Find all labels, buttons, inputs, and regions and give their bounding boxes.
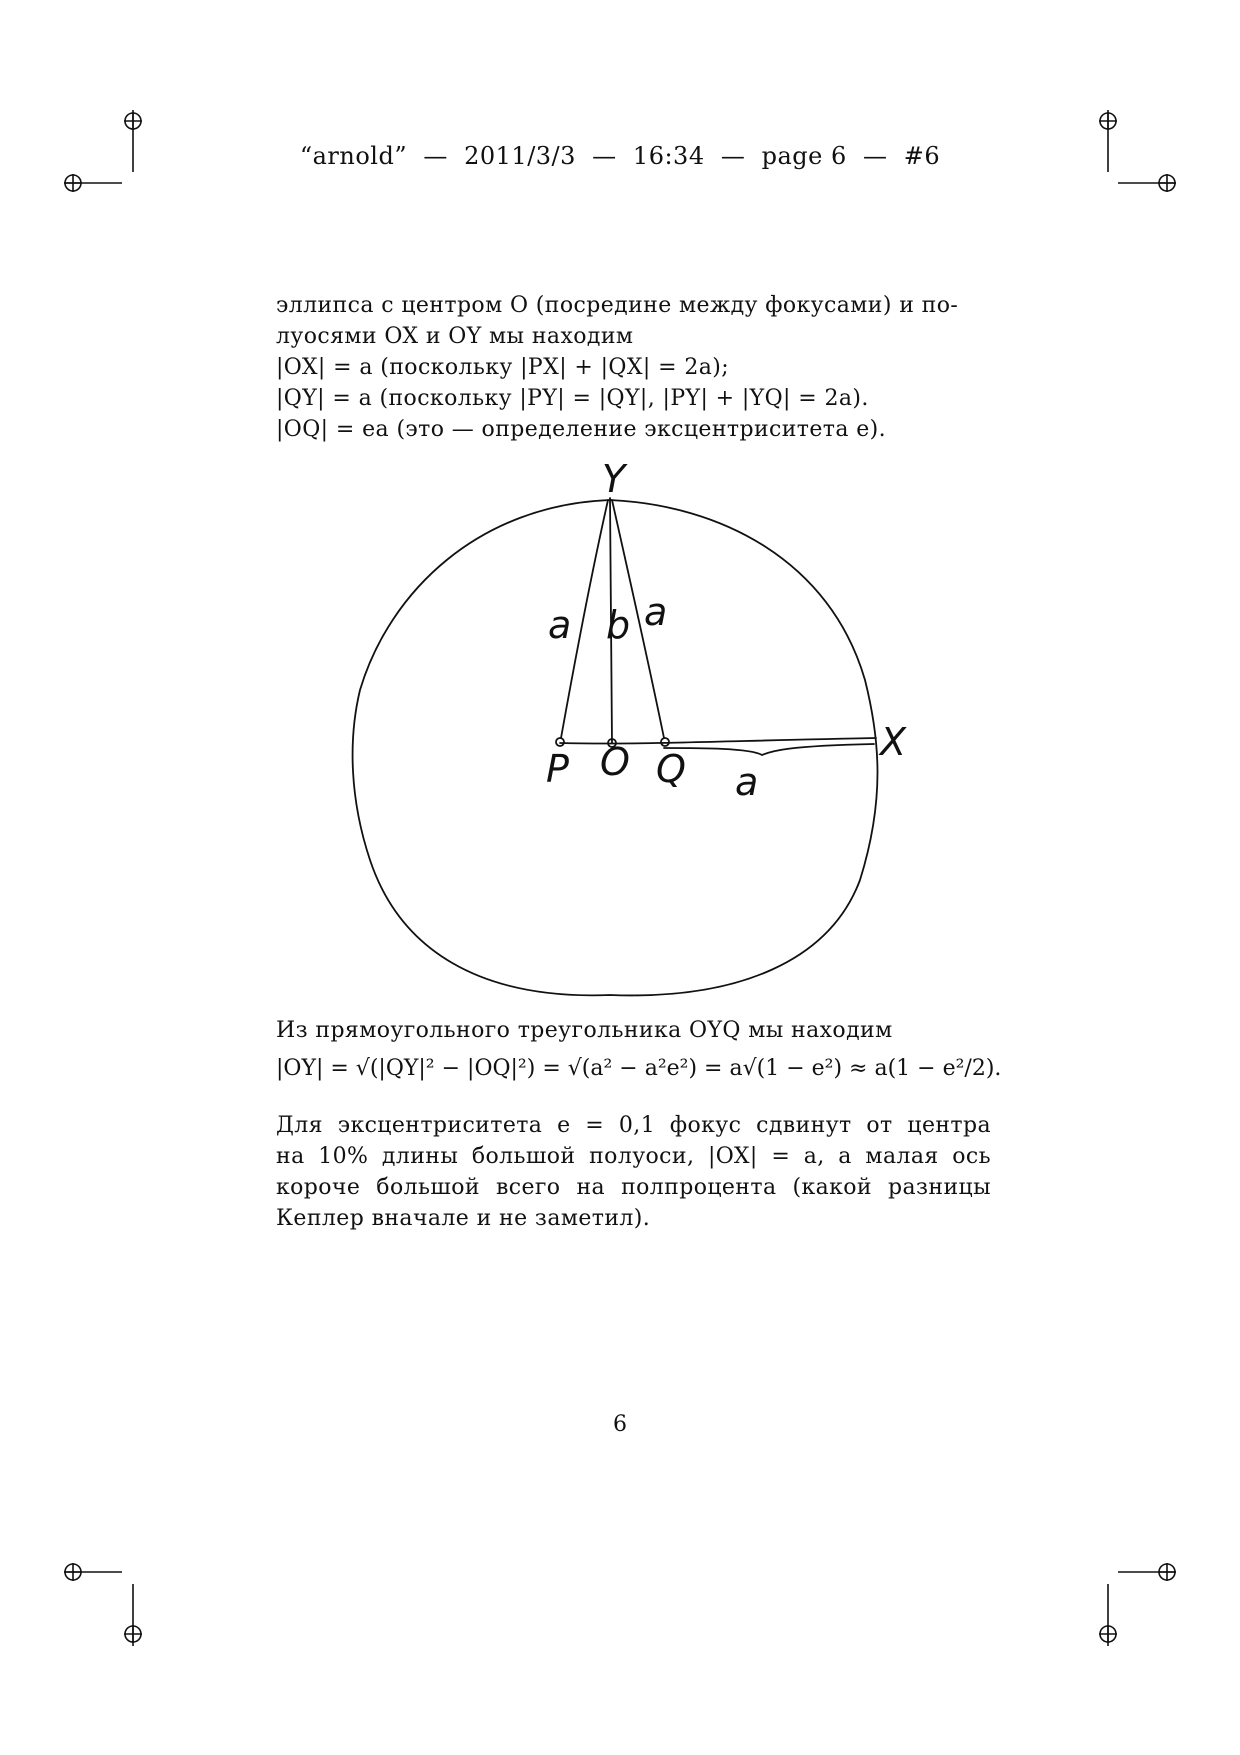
label-a-left: a (548, 603, 572, 647)
label-b: b (606, 603, 631, 647)
running-header: “arnold” — 2011/3/3 — 16:34 — page 6 — #6 (299, 142, 941, 170)
text-line: Для эксцентриситета e = 0,1 фокус сдвинут от центра (276, 1113, 991, 1138)
label-y: Y (602, 457, 626, 501)
text-line: эллипса с центром O (посредине между фокусами) и по- (276, 293, 959, 318)
formula-oy: |OY| = √(|QY|² − |OQ|²) = √(a² − a²e²) = a√(1 − e²) ≈ a(1 − e²/2). (276, 1056, 1002, 1081)
text-line: луосями OX и OY мы находим (276, 324, 634, 349)
label-a-bottom: a (735, 760, 759, 804)
text-line: Из прямоугольного треугольника OYQ мы находим (276, 1018, 893, 1043)
label-x: X (880, 720, 907, 764)
text-line: |OQ| = ea (это — определение эксцентриситета e). (276, 417, 887, 442)
label-p: P (546, 747, 569, 791)
text-line: Кеплер вначале и не заметил). (276, 1206, 651, 1231)
paragraph-bottom (276, 1110, 991, 1234)
page-number: 6 (613, 1412, 627, 1437)
text-line: на 10% длины большой полуоси, |OX| = a, а малая ось (276, 1144, 991, 1169)
label-a-right: a (644, 590, 668, 634)
text-line: короче большой всего на полпроцента (какой разницы (276, 1175, 991, 1200)
point-p (556, 738, 564, 746)
paragraph-mid (276, 1015, 991, 1046)
brace-a (664, 744, 874, 755)
label-o: O (600, 740, 630, 784)
text-line: |OX| = a (поскольку |PX| + |QX| = 2a); (276, 355, 730, 380)
label-q: Q (656, 747, 686, 791)
text-line: |QY| = a (поскольку |PY| = |QY|, |PY| + |YQ| = 2a). (276, 386, 869, 411)
